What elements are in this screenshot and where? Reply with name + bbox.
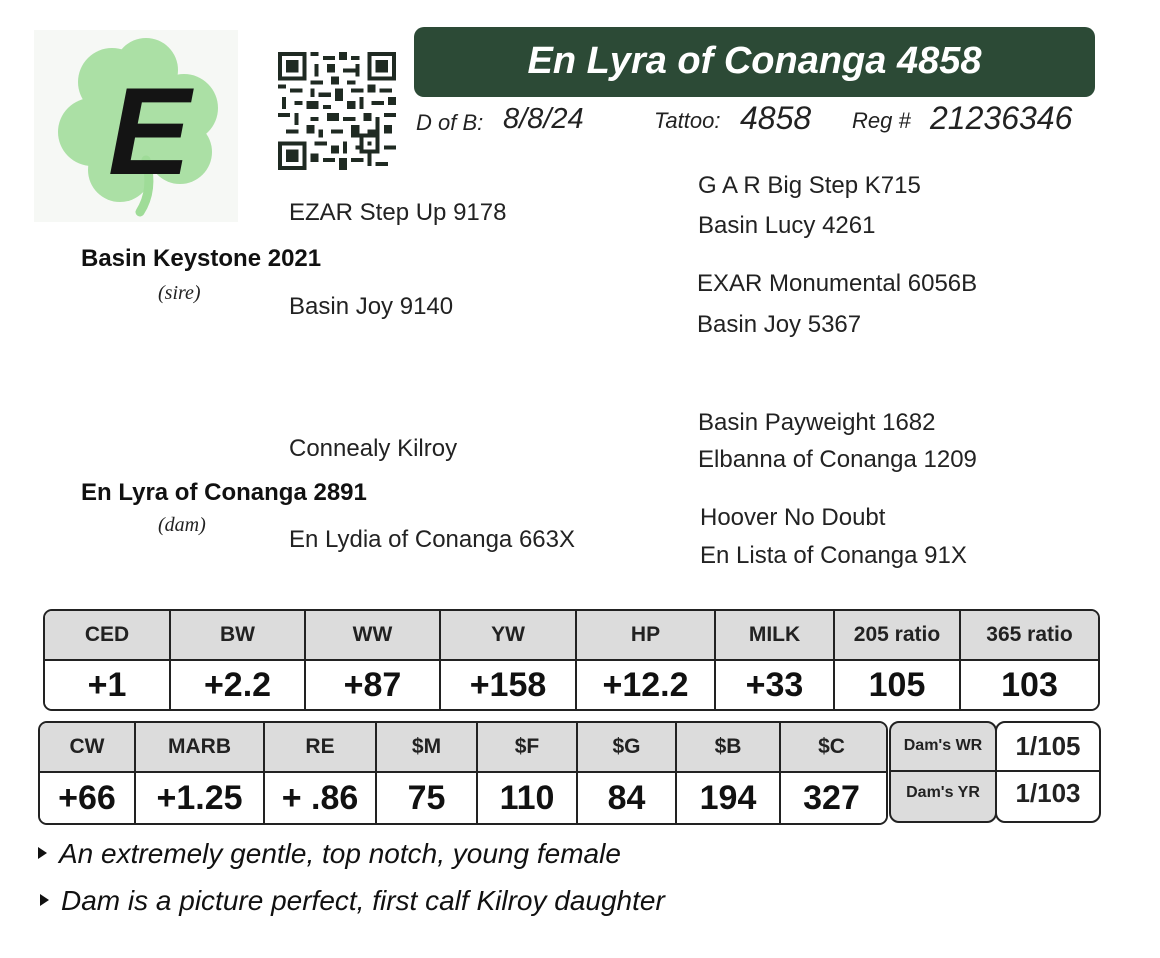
epd-value: 110 xyxy=(478,773,578,823)
epd-header: HP xyxy=(577,611,716,659)
pedigree-sss: G A R Big Step K715 xyxy=(698,172,921,199)
bullet-triangle-icon xyxy=(38,847,47,859)
dam-ratio-divider xyxy=(891,770,995,772)
epd-top-value-row xyxy=(45,659,1098,709)
epd-value: 103 xyxy=(1001,665,1058,704)
epd-value: +1.25 xyxy=(136,773,265,823)
pedigree-sdd: Basin Joy 5367 xyxy=(697,311,862,338)
dam-role-label: (dam) xyxy=(158,514,206,536)
dam-yr-label: Dam's YR xyxy=(906,784,980,801)
epd-value: +2.2 xyxy=(171,661,306,709)
epd-value: +87 xyxy=(306,661,441,709)
pedigree-dam: En Lyra of Conanga 2891 xyxy=(81,479,367,506)
epd-header: $F xyxy=(478,723,578,771)
epd-value: 194 xyxy=(677,773,781,823)
animal-name: En Lyra of Conanga 4858 xyxy=(527,40,982,82)
note-text: Dam is a picture perfect, first calf Kilroy daughter xyxy=(61,885,665,916)
epd-table-bottom xyxy=(38,721,888,825)
tattoo-value: 4858 xyxy=(740,100,812,136)
epd-header: 205 ratio xyxy=(835,611,961,659)
tattoo-label: Tattoo: xyxy=(654,108,721,133)
dob-label: D of B: xyxy=(416,110,484,135)
pedigree-sire-sire: EZAR Step Up 9178 xyxy=(289,199,507,226)
dam-yr-value: 1/103 xyxy=(1015,778,1081,808)
epd-header: RE xyxy=(265,723,377,771)
pedigree-sds: EXAR Monumental 6056B xyxy=(697,270,978,297)
bullet-triangle-icon xyxy=(40,894,49,906)
dam-ratio-values xyxy=(995,721,1101,823)
epd-header: WW xyxy=(306,611,441,659)
pedigree-dam-dam: En Lydia of Conanga 663X xyxy=(289,526,575,553)
logo-letter: E xyxy=(108,63,191,201)
epd-top-header-row xyxy=(45,611,1098,659)
epd-value: +66 xyxy=(40,773,136,823)
pedigree-sire-dam: Basin Joy 9140 xyxy=(289,293,454,320)
epd-value: +1 xyxy=(45,661,171,709)
epd-header: $M xyxy=(377,723,478,771)
pedigree-dss: Basin Payweight 1682 xyxy=(698,409,936,436)
dam-wr-value: 1/105 xyxy=(1015,731,1081,761)
dob-value: 8/8/24 xyxy=(503,103,584,135)
epd-value: 75 xyxy=(377,773,478,823)
epd-header: $G xyxy=(578,723,677,771)
pedigree-dam-sire: Connealy Kilroy xyxy=(289,435,458,462)
epd-value: 105 xyxy=(835,661,961,709)
epd-header: 365 ratio xyxy=(986,623,1073,646)
epd-value: + .86 xyxy=(265,773,377,823)
pedigree-sire: Basin Keystone 2021 xyxy=(81,245,322,272)
pedigree-ddd: En Lista of Conanga 91X xyxy=(700,542,967,569)
sire-role-label: (sire) xyxy=(158,282,201,304)
title-banner xyxy=(414,27,1095,97)
pedigree-dds: Hoover No Doubt xyxy=(700,504,886,531)
dam-wr-label: Dam's WR xyxy=(903,737,983,754)
epd-header: MARB xyxy=(136,723,265,771)
epd-bottom-value-row xyxy=(40,771,886,823)
epd-header: CED xyxy=(45,611,171,659)
qr-code-icon[interactable] xyxy=(278,52,396,170)
dam-ratio-value-divider xyxy=(997,770,1099,772)
reg-label: Reg # xyxy=(852,108,911,133)
epd-value: +158 xyxy=(441,661,577,709)
epd-value: 327 xyxy=(803,778,860,817)
epd-table-top xyxy=(43,609,1100,711)
epd-value: 84 xyxy=(578,773,677,823)
pedigree-dsd: Elbanna of Conanga 1209 xyxy=(698,446,977,473)
reg-value: 21236346 xyxy=(930,100,1073,136)
pedigree-ssd: Basin Lucy 4261 xyxy=(698,212,876,239)
epd-header: CW xyxy=(40,723,136,771)
epd-header: $B xyxy=(677,723,781,771)
epd-value: +33 xyxy=(716,661,835,709)
epd-header: $C xyxy=(818,735,845,758)
epd-header: YW xyxy=(441,611,577,659)
note-item xyxy=(38,838,621,870)
epd-header: BW xyxy=(171,611,306,659)
note-item xyxy=(40,885,665,917)
epd-bottom-header-row xyxy=(40,723,886,771)
epd-value: +12.2 xyxy=(577,661,716,709)
epd-header: MILK xyxy=(716,611,835,659)
note-text: An extremely gentle, top notch, young female xyxy=(59,838,621,869)
dam-ratio-labels xyxy=(889,721,997,823)
farm-logo xyxy=(34,30,238,222)
